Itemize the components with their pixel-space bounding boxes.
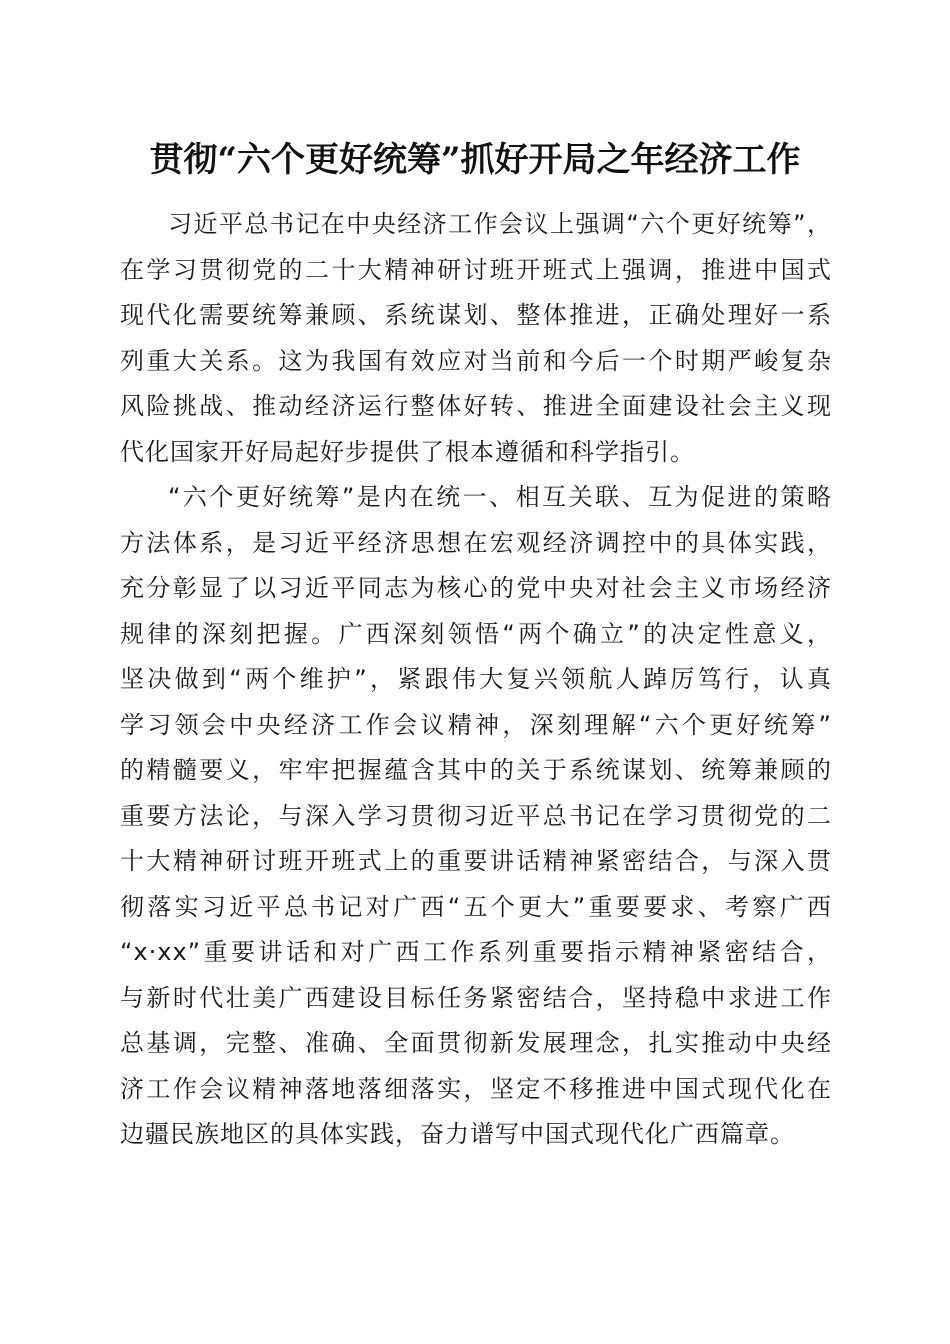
paragraph-line: 与新时代壮美广西建设目标任务紧密结合，坚持稳中求进工作 bbox=[120, 983, 832, 1012]
paragraph-line: “x·xx”重要讲话和对广西工作系列重要指示精神紧密结合， bbox=[120, 938, 832, 966]
paragraph-line: 规律的深刻把握。广西深刻领悟“两个确立”的决定性意义， bbox=[120, 619, 832, 648]
paragraph-line: 现代化需要统筹兼顾、系统谋划、整体推进，正确处理好一系 bbox=[120, 301, 832, 329]
paragraph-line: 习近平总书记在中央经济工作会议上强调“六个更好统筹”， bbox=[168, 210, 832, 238]
document-title: 贯彻“六个更好统筹”抓好开局之年经济工作 bbox=[149, 140, 801, 180]
paragraph-line: 边疆民族地区的具体实践，奋力谱写中国式现代化广西篇章。 bbox=[120, 1120, 795, 1148]
paragraph-line: 的精髓要义，牢牢把握蕴含其中的关于系统谋划、统筹兼顾的 bbox=[120, 756, 832, 784]
paragraph-line: 坚决做到“两个维护”，紧跟伟大复兴领航人踔厉笃行，认真 bbox=[120, 665, 832, 693]
paragraph-line: 总基调，完整、准确、全面贯彻新发展理念，扎实推动中央经 bbox=[120, 1029, 832, 1057]
paragraph-line: 在学习贯彻党的二十大精神研讨班开班式上强调，推进中国式 bbox=[120, 255, 832, 284]
paragraph-line: 充分彰显了以习近平同志为核心的党中央对社会主义市场经济 bbox=[120, 574, 832, 602]
paragraph-1 bbox=[120, 202, 832, 475]
paragraph-line: 彻落实习近平总书记对广西“五个更大”重要要求、考察广西 bbox=[120, 892, 832, 921]
paragraph-2 bbox=[120, 475, 832, 1158]
paragraph-line: 学习领会中央经济工作会议精神，深刻理解“六个更好统筹” bbox=[120, 710, 832, 739]
paragraph-line: 重要方法论，与深入学习贯彻习近平总书记在学习贯彻党的二 bbox=[120, 801, 832, 830]
paragraph-line: 列重大关系。这为我国有效应对当前和今后一个时期严峻复杂 bbox=[120, 346, 832, 375]
paragraph-line: 十大精神研讨班开班式上的重要讲话精神紧密结合，与深入贯 bbox=[120, 847, 832, 875]
paragraph-line: 代化国家开好局起好步提供了根本遵循和科学指引。 bbox=[120, 437, 695, 466]
paragraph-line: 济工作会议精神落地落细落实，坚定不移推进中国式现代化在 bbox=[120, 1074, 832, 1103]
document-body bbox=[120, 202, 832, 1158]
paragraph-line: 风险挑战、推动经济运行整体好转、推进全面建设社会主义现 bbox=[120, 392, 832, 420]
paragraph-line: 方法体系，是习近平经济思想在宏观经济调控中的具体实践， bbox=[120, 528, 832, 557]
paragraph-line: “六个更好统筹”是内在统一、相互关联、互为促进的策略 bbox=[168, 483, 832, 511]
